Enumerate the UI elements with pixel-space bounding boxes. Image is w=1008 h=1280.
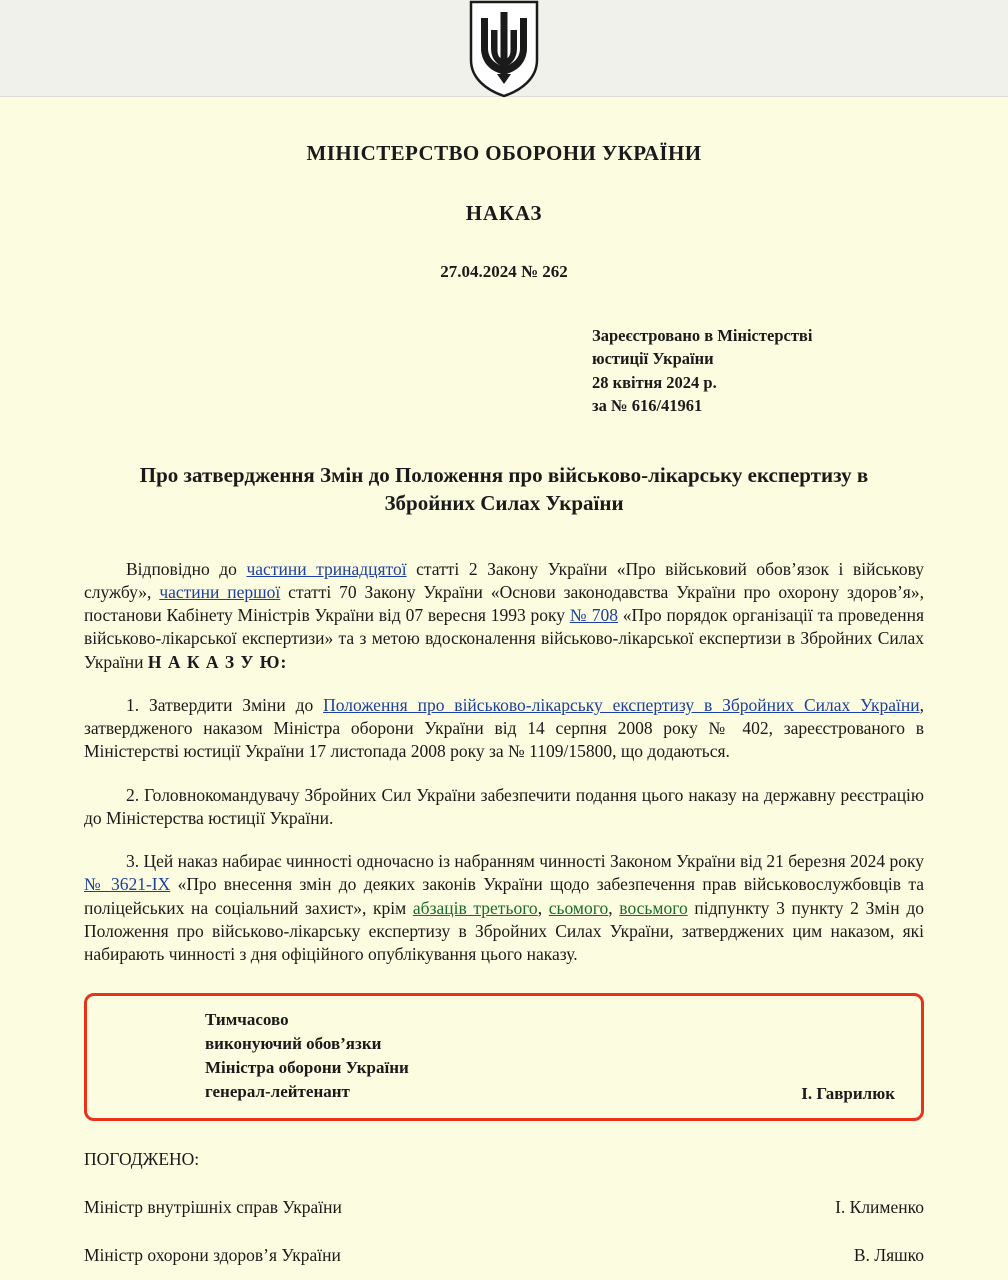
text-fragment: 1. Затвердити Зміни до	[126, 694, 324, 715]
link-vosmoho[interactable]: восьмого	[619, 897, 688, 918]
link-chastyny-trynadtsyatoyi[interactable]: частини тринадцятої	[246, 558, 407, 579]
approval-name: І. Клименко	[835, 1197, 924, 1218]
link-abzatsiv-tretoho[interactable]: абзаців третього	[412, 897, 538, 918]
registration-block	[592, 324, 924, 418]
text-fragment: статті 2 Закону України «Про військовий обов’язок і військову службу»,	[84, 558, 924, 602]
text-fragment: 2. Головнокомандувачу Збройних Сил України забезпечити подання цього наказу на державну реєстрацію до Міністерства юстиції України.	[84, 784, 924, 828]
signature-line-2: виконуючий обов’язки	[205, 1033, 382, 1053]
signature-line-3: Міністра оборони України	[205, 1057, 409, 1077]
approval-position: Міністр внутрішніх справ України	[84, 1197, 342, 1218]
paragraph-item-2	[84, 784, 924, 831]
document-type-heading: НАКАЗ	[465, 201, 543, 225]
link-law-3621-ix[interactable]: № 3621-IX	[84, 874, 171, 895]
text-fragment: , затвердженого наказом Міністра оборони України від 14 серпня 2008 року № 402, зареєстрованого в Міністерстві юстиції України 17 листопада 2008 року за № 1109/15800, що додаються.	[84, 694, 924, 762]
text-fragment: 3. Цей наказ набирає чинності одночасно із набранням чинності Законом України від 21 березня 2024 року	[126, 851, 924, 872]
approval-row	[84, 1197, 924, 1218]
signature-name: І. Гаврилюк	[801, 1084, 895, 1104]
text-fragment: ,	[537, 897, 549, 918]
ministry-heading: МІНІСТЕРСТВО ОБОРОНИ УКРАЇНИ	[306, 141, 702, 165]
text-fragment: «Про порядок організації та проведення військово-лікарської експертизи» та з метою вдосконалення військово-лікарської експертизи в Збройних Силах України	[84, 605, 925, 672]
registration-line-3: 28 квітня 2024 р.	[592, 372, 717, 392]
link-polozhennya[interactable]: Положення про військово-лікарську експертизу в Збройних Силах України	[323, 694, 920, 715]
link-resolution-708[interactable]: № 708	[569, 605, 618, 626]
document-body	[0, 141, 1008, 1266]
approval-name: В. Ляшко	[853, 1245, 924, 1266]
text-fragment: «Про внесення змін до деяких законів України щодо забезпечення прав військовослужбовців та поліцейських на соціальний захист», крім	[84, 874, 924, 918]
link-chastyny-pershoyi[interactable]: частини першої	[159, 581, 281, 602]
text-fragment: Відповідно до	[126, 558, 247, 579]
paragraph-item-3	[84, 850, 924, 966]
signature-position-block	[109, 1008, 409, 1105]
ukraine-trident-emblem	[467, 0, 541, 98]
approval-row	[84, 1245, 924, 1266]
document-date-number: 27.04.2024 № 262	[440, 262, 568, 281]
signature-line-4: генерал-лейтенант	[205, 1081, 350, 1101]
document-header-band	[0, 0, 1008, 97]
registration-line-1: Зареєстровано в Міністерстві	[592, 326, 813, 345]
text-fragment: підпункту 3 пункту 2 Змін до Положення про військово-лікарську експертизу в Збройних Силах України, затверджених цим наказом, які набирають чинності з дня офіційного опублікування цього наказу.	[84, 897, 924, 965]
document-title: Про затвердження Змін до Положення про військово-лікарську експертизу в Збройних Силах України	[139, 462, 869, 515]
registration-line-2: юстиції України	[592, 349, 714, 369]
link-somoho[interactable]: сьомого	[548, 897, 609, 918]
paragraph-preamble	[84, 558, 924, 674]
signature-line-1: Тимчасово	[205, 1009, 289, 1029]
approved-label: ПОГОДЖЕНО:	[84, 1149, 200, 1170]
signature-highlight-box	[84, 993, 924, 1122]
text-fragment: ,	[608, 897, 620, 918]
approval-position: Міністр охорони здоров’я України	[84, 1245, 341, 1266]
text-fragment: статті 70 Закону України «Основи законодавства України про охорону здоров’я», постанови Кабінету Міністрів України від 07 вересня 1993 року	[84, 581, 924, 626]
registration-line-4: за № 616/41961	[592, 396, 703, 416]
nakazuyu-bold: Н А К А З У Ю:	[147, 651, 288, 672]
paragraph-item-1	[84, 694, 924, 764]
